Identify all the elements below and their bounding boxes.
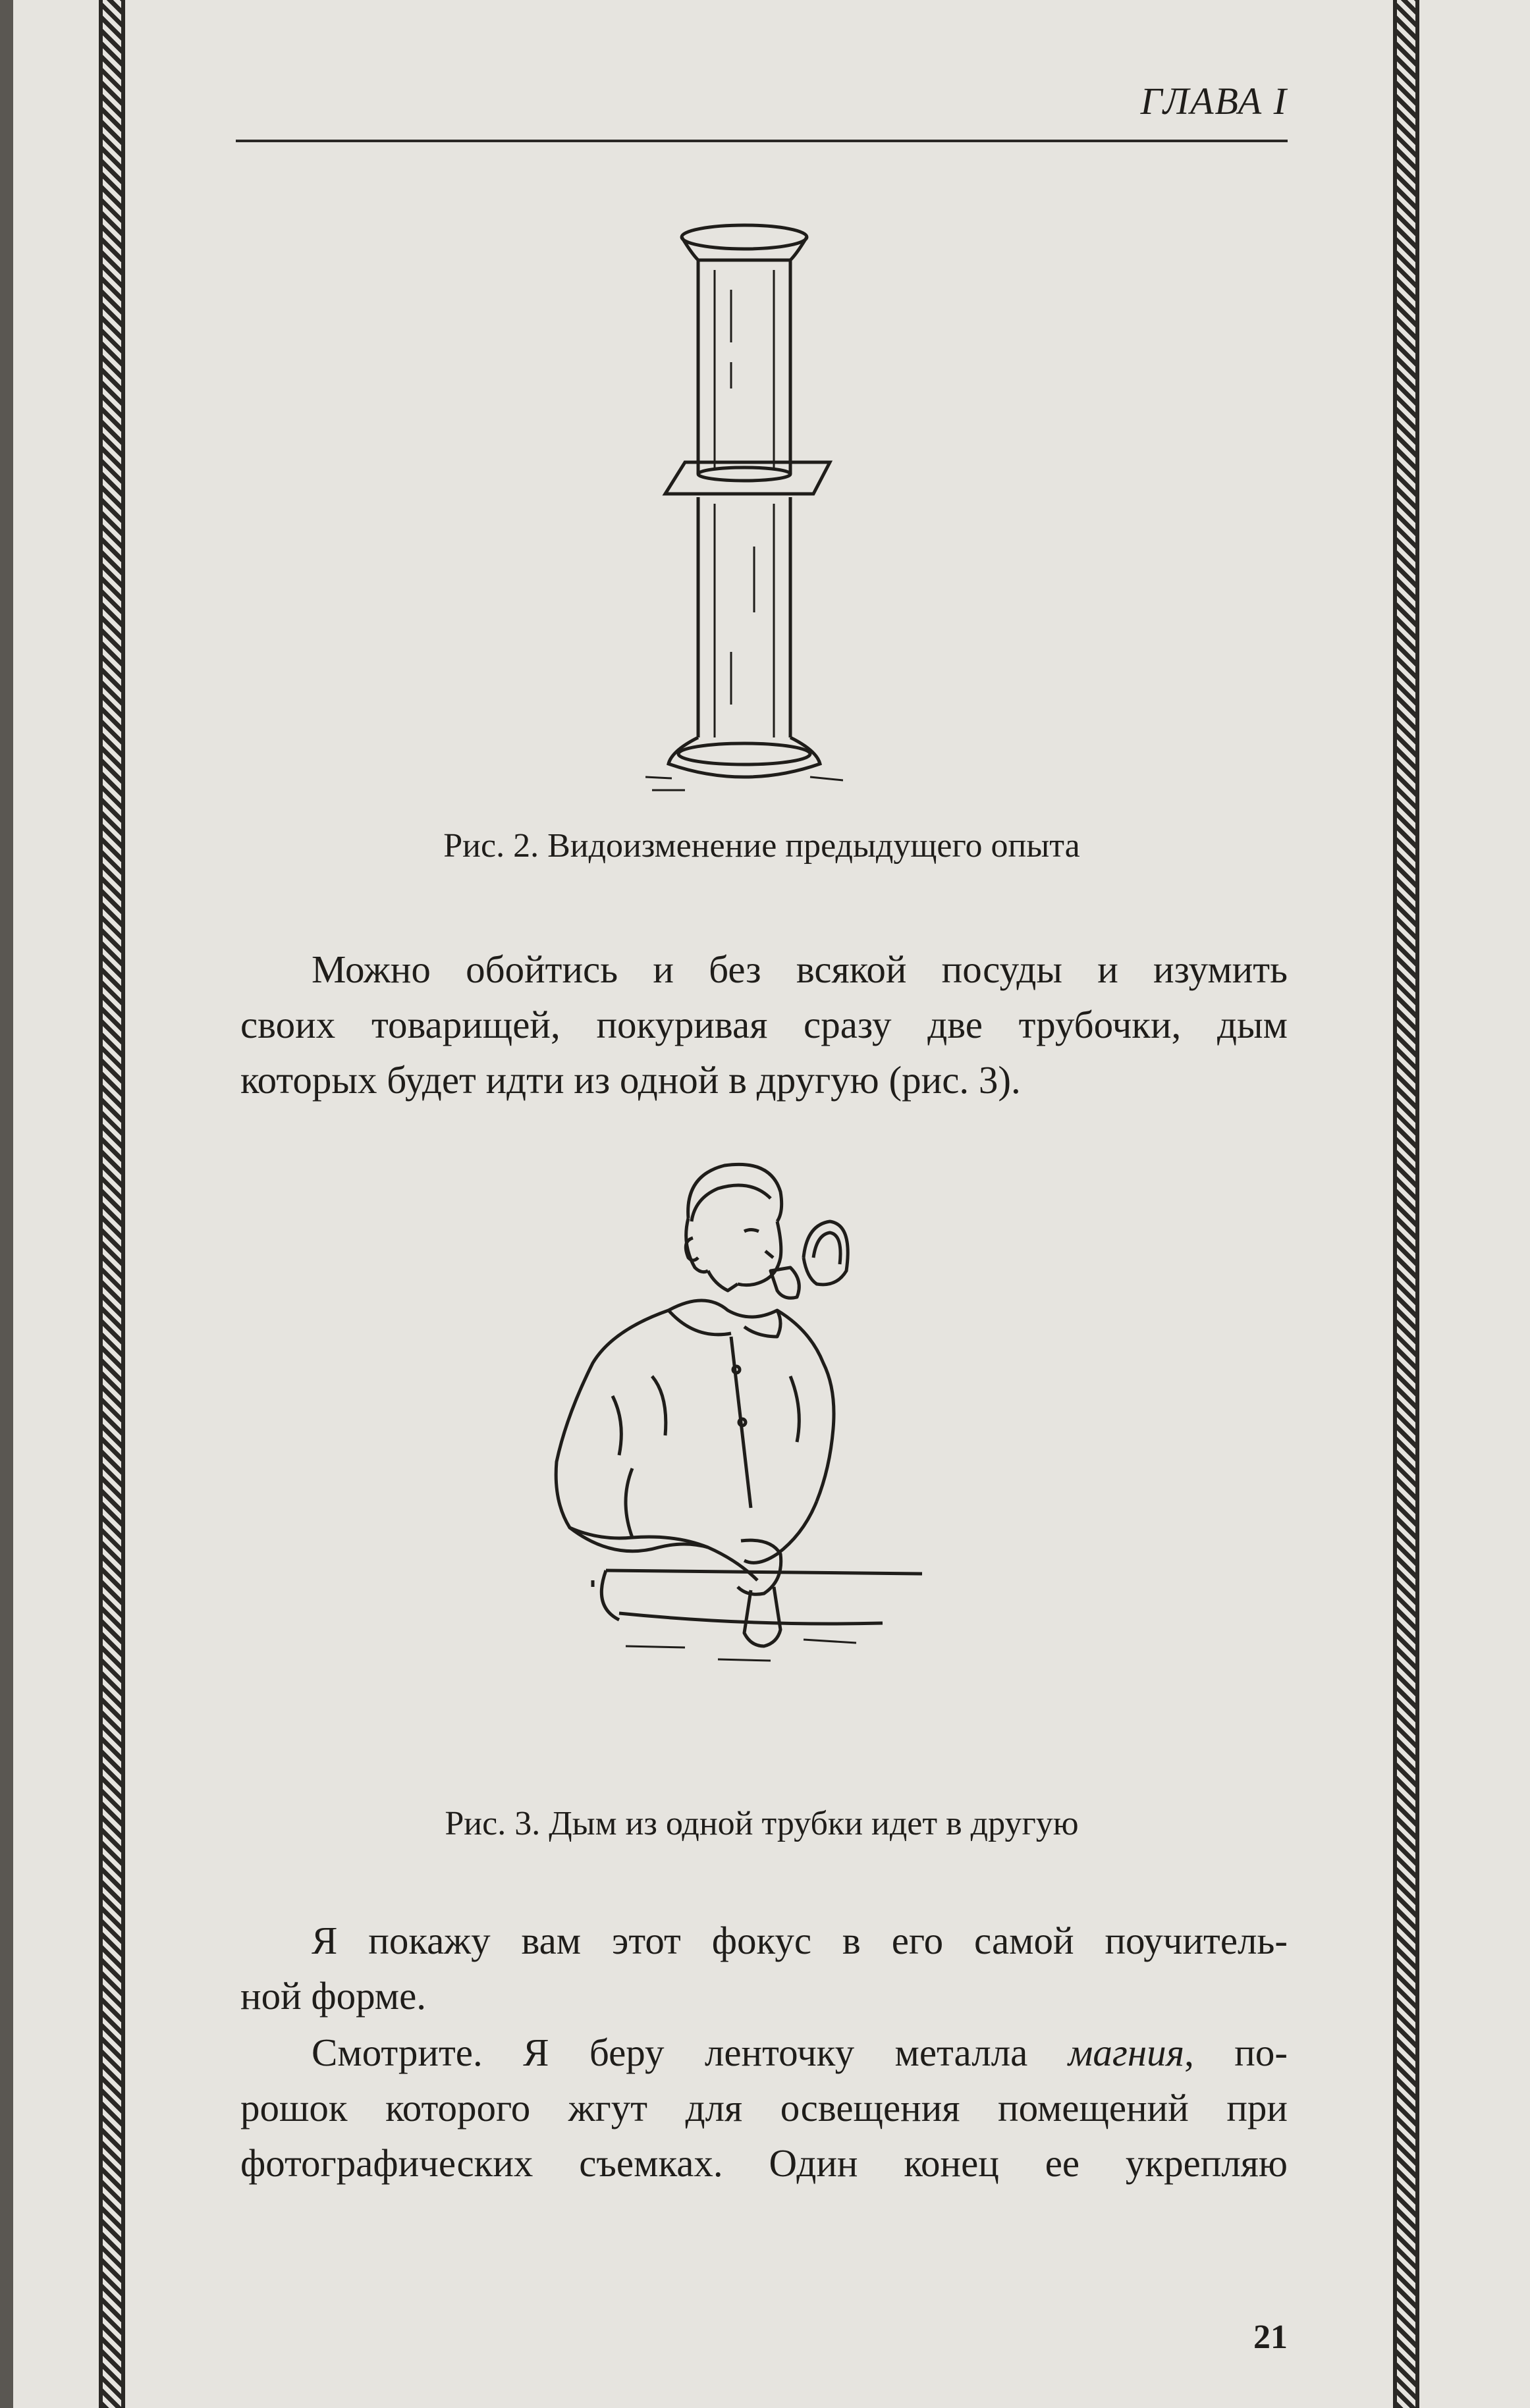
- figure-3-illustration: [553, 1159, 975, 1778]
- text-line: фотографических съемках. Один конец ее укрепляю: [240, 2141, 1288, 2185]
- text-line: рошок которого жгут для освещения помещений при: [240, 2086, 1288, 2129]
- left-decorative-border: [99, 0, 125, 2408]
- paragraph-1: [240, 942, 1288, 1108]
- text-line: которых будет идти из одной в другую (рис. 3).: [240, 1058, 1021, 1102]
- figure-2-illustration: [645, 217, 843, 797]
- text-line: Можно обойтись и без всякой посуды и изумить: [312, 948, 1288, 991]
- text-line: [240, 2025, 1288, 2080]
- text-fragment: Смотрите. Я беру ленточку металла: [312, 2031, 1068, 2074]
- paragraph-2: [240, 1913, 1288, 2023]
- text-line: своих товарищей, покуривая сразу две трубочки, дым: [240, 1003, 1288, 1046]
- text-fragment: , по-: [1184, 2031, 1288, 2074]
- running-head: ГЛАВА I: [1140, 80, 1288, 122]
- header-rule: [236, 140, 1288, 142]
- paragraph-3: [240, 2025, 1288, 2191]
- figure-2-caption: Рис. 2. Видоизменение предыдущего опыта: [443, 827, 1080, 865]
- italic-term: магния: [1068, 2031, 1185, 2074]
- book-page: [13, 0, 1530, 2408]
- text-line: Я покажу вам этот фокус в его самой поучитель-: [312, 1919, 1288, 1962]
- right-decorative-border: [1393, 0, 1419, 2408]
- text-line: ной форме.: [240, 1974, 427, 2018]
- page-number: 21: [1253, 2318, 1288, 2356]
- figure-3-caption: Рис. 3. Дым из одной трубки идет в другую: [445, 1805, 1079, 1842]
